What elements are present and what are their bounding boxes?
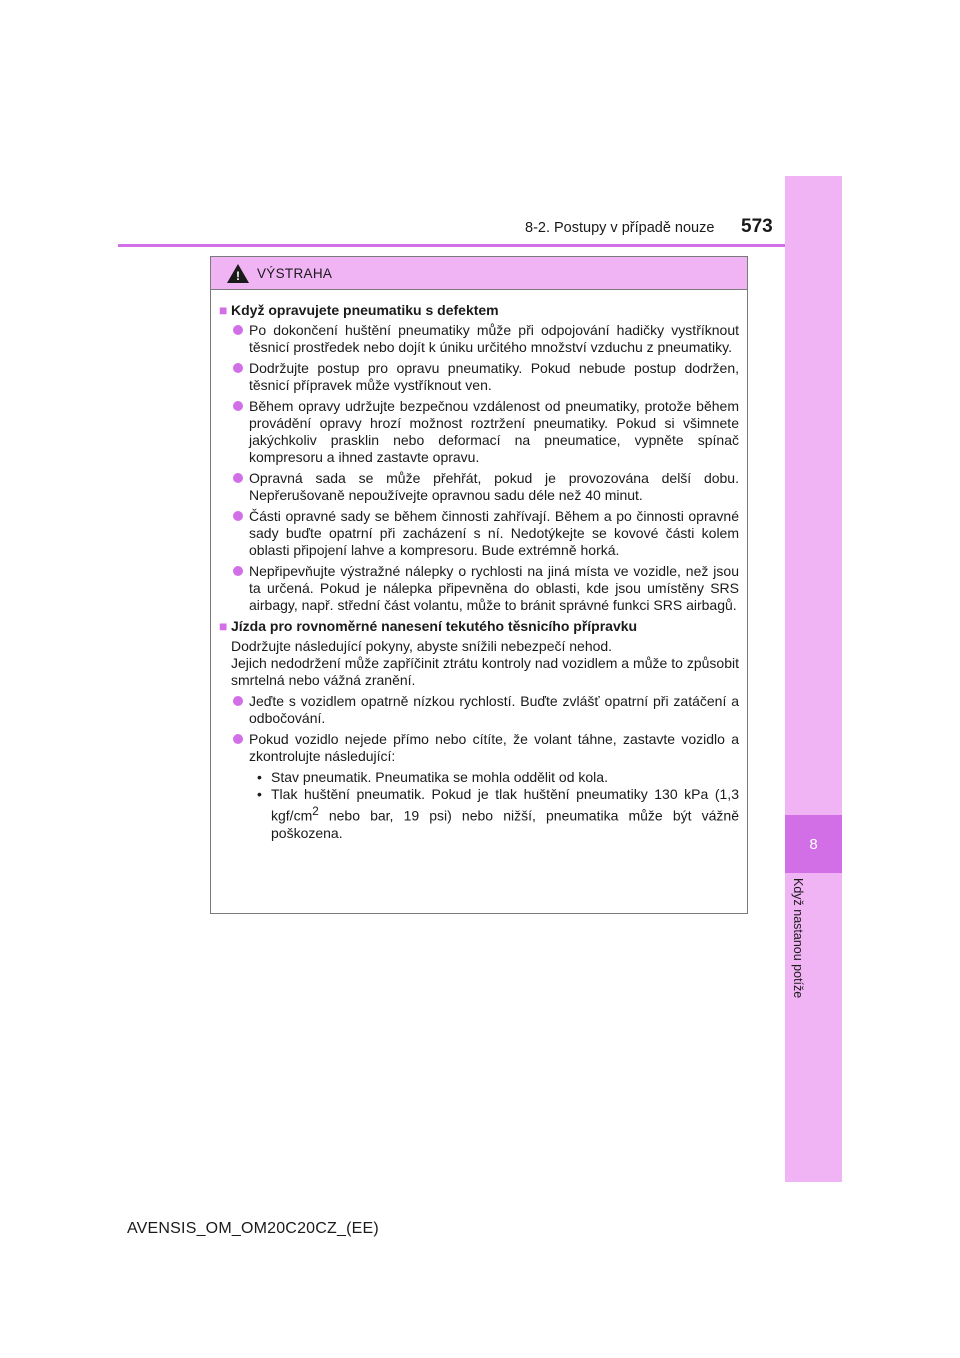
sub-list-item-text: Stav pneumatik. Pneumatika se mohla oddělit od kola.: [271, 769, 608, 785]
sub-text-part: nebo bar, 19 psi) nebo nižší, pneumatika může být vážně poškozena.: [271, 807, 739, 841]
footer-document-code: AVENSIS_OM_OM20C20CZ_(EE): [127, 1220, 379, 1237]
list-item-text: Jeďte s vozidlem opatrně nízkou rychlostí. Buďte zvlášť opatrní při zatáčení a odbočování.: [249, 693, 739, 726]
sub-list-item-text: [271, 786, 739, 842]
superscript: 2: [312, 805, 319, 818]
list-item: [233, 360, 739, 394]
section-heading: [219, 302, 739, 319]
list-item-text: Části opravné sady se během činnosti zahřívají. Během a po činnosti opravné sady buďte opatrní při zacházení s ní. Nedotýkejte se kovové části kolem oblasti připojení lahve a kompresoru. Bude extrémně horká.: [249, 508, 739, 558]
section-heading-text: Když opravujete pneumatiku s defektem: [231, 302, 499, 318]
round-bullet-icon: [233, 696, 243, 706]
list-item: [233, 563, 739, 614]
round-bullet-icon: [233, 566, 243, 576]
side-tab-chapter-number: 8: [785, 815, 842, 873]
round-bullet-icon: [233, 511, 243, 521]
list-item: [233, 398, 739, 466]
warning-header: [211, 257, 747, 290]
list-item: [233, 322, 739, 356]
section-heading-text: Jízda pro rovnoměrné nanesení tekutého těsnicího přípravku: [231, 618, 638, 634]
round-bullet-icon: [233, 473, 243, 483]
warning-box: [210, 256, 748, 914]
square-bullet-icon: ■: [219, 618, 228, 634]
paragraph: Dodržujte následující pokyny, abyste snížili nebezpečí nehod.: [231, 638, 613, 654]
round-bullet-icon: [233, 734, 243, 744]
square-bullet-icon: ■: [219, 302, 228, 318]
sub-text-part: Tlak huštění pneumatik. Pokud je tlak huštění pneumatiky 130 kPa (1,3 kgf/cm: [271, 786, 739, 824]
round-bullet-icon: [233, 363, 243, 373]
warning-title: VÝSTRAHA: [257, 265, 333, 281]
sub-list-item: • Tlak huštění pneumatik. Pokud je tlak huštění pneumatiky 130 kPa (1,3 kgf/$cm^2$ nebo bar, 19 psi) nebo nižší, pneumatika může být vážně poškozena.: [257, 786, 739, 841]
page-number: 573: [741, 216, 773, 237]
list-item-text: Nepřipevňujte výstražné nálepky o rychlosti na jiná místa ve vozidle, než jsou ta určená. Pokud je nálepka připevněna do oblasti, kde jsou umístěny SRS airbagy, např. střední část volantu, může to bránit správné funkci SRS airbagů.: [249, 563, 739, 613]
header-divider: [118, 244, 785, 247]
side-tab-chapter-title: [785, 878, 842, 1038]
header-section-title: 8-2. Postupy v případě nouze: [525, 220, 715, 236]
list-item-text: Opravná sada se může přehřát, pokud je provozována delší dobu. Nepřerušovaně nepoužívejte opravnou sadu déle než 40 minut.: [249, 470, 739, 503]
list-item-text: Po dokončení huštění pneumatiky může při odpojování hadičky vystříknout těsnicí prostředek nebo dojít k úniku určitého množství vzduchu z pneumatiky.: [249, 322, 739, 355]
list-item-text: Dodržujte postup pro opravu pneumatiky. Pokud nebude postup dodržen, těsnicí přípravek může vystříknout ven.: [249, 360, 739, 393]
warning-body: [211, 290, 747, 842]
warning-triangle-icon: !: [227, 264, 249, 283]
list-item: [233, 693, 739, 727]
list-item: [233, 508, 739, 559]
paragraph: Jejich nedodržení může zapříčinit ztrátu kontroly nad vozidlem a může to způsobit smrtelná nebo vážná zranění.: [231, 655, 739, 688]
round-bullet-icon: [233, 401, 243, 411]
sub-list-item: • Stav pneumatik. Pneumatika se mohla oddělit od kola.: [257, 769, 739, 786]
section-heading: [219, 618, 739, 635]
list-item: [233, 731, 739, 765]
list-item-text: Během opravy udržujte bezpečnou vzdálenost od pneumatiky, protože během provádění opravy hrozí možnost roztržení pneumatiky. Pokud si všimnete jakýchkoliv prasklin nebo deformací na pneumatice, vypněte spínač kompresoru a ihned zastavte opravu.: [249, 398, 739, 465]
round-bullet-icon: [233, 325, 243, 335]
list-item-text: Pokud vozidlo nejede přímo nebo cítíte, že volant táhne, zastavte vozidlo a zkontrolujte následující:: [249, 731, 739, 764]
side-tab-chapter-title-text: Když nastanou potíže: [790, 878, 805, 999]
list-item: [233, 470, 739, 504]
